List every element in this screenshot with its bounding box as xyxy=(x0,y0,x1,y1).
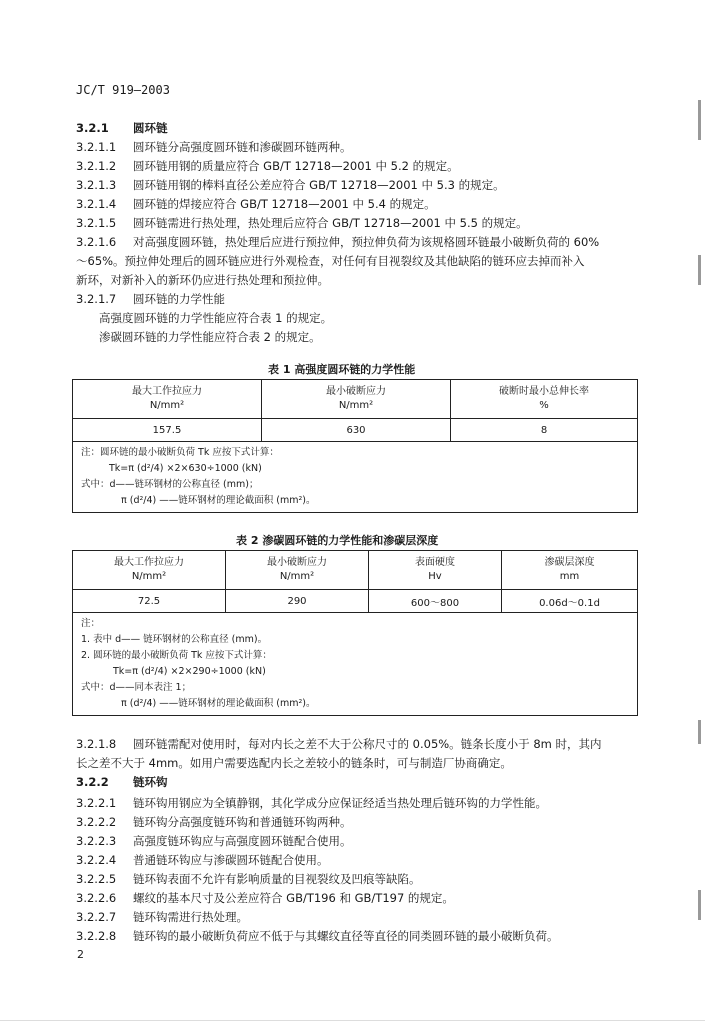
table2 xyxy=(72,550,638,716)
column-name: 最大工作拉应力 xyxy=(114,557,184,568)
clause-text: 圆环链需配对使用时，每对内长之差不大于公称尺寸的 0.05%。链条长度小于 8m 时，其内 xyxy=(133,737,602,751)
clause-number: 3.2.1.8 xyxy=(76,737,117,751)
clause-number: 3.2.2.5 xyxy=(76,872,117,886)
clause xyxy=(76,737,602,752)
clause-text: 链环钩表面不允许有影响质量的目视裂纹及凹痕等缺陷。 xyxy=(133,872,421,886)
column-unit: % xyxy=(539,400,549,411)
clause-text: 圆环链的力学性能 xyxy=(133,292,225,306)
table2-header-cell xyxy=(226,551,369,590)
clause-text: 链环钩需进行热处理。 xyxy=(133,910,248,924)
section-number: 3.2.2 xyxy=(76,775,109,789)
clause-number: 3.2.2.8 xyxy=(76,929,117,943)
formula: Tk=π (d²/4) ×2×290÷1000 (kN) xyxy=(113,666,266,677)
clause xyxy=(76,292,225,307)
clause xyxy=(76,178,505,193)
clause xyxy=(76,891,454,906)
clause-continuation: ～65%。预拉伸处理后的圆环链应进行外观检查，对任何有目视裂纹及其他缺陷的链环应去掉而补入 xyxy=(76,254,585,268)
note-line: 注： xyxy=(81,618,101,629)
table1-header-cell xyxy=(73,380,262,419)
clause-continuation: 新环，对新补入的新环仍应进行热处理和预拉伸。 xyxy=(76,273,329,287)
clause xyxy=(76,216,528,231)
scan-edge-mark xyxy=(698,890,701,920)
table2-caption: 表 2 渗碳圆环链的力学性能和渗碳层深度 xyxy=(236,534,439,547)
note-line: π (d²/4) ——链环钢材的理论截面积 (mm²)。 xyxy=(121,495,316,506)
table1-note xyxy=(73,442,638,513)
clause-number: 3.2.2.7 xyxy=(76,910,117,924)
note-line: 式中：d——链环钢材的公称直径 (mm)； xyxy=(81,479,259,490)
table2-header-cell xyxy=(73,551,226,590)
clause-continuation: 高强度圆环链的力学性能应符合表 1 的规定。 xyxy=(99,311,333,325)
table-cell: 0.06d～0.1d xyxy=(502,590,638,613)
table2-header-cell xyxy=(502,551,638,590)
clause-text: 普通链环钩应与渗碳圆环链配合使用。 xyxy=(133,853,329,867)
clause xyxy=(76,235,599,250)
clause-text: 链环钩用钢应为全镇静钢，其化学成分应保证经适当热处理后链环钩的力学性能。 xyxy=(133,796,547,810)
clause xyxy=(76,853,329,868)
table-cell: 630 xyxy=(262,419,451,442)
note-line: 式中：d——同本表注 1； xyxy=(81,682,192,693)
section-heading xyxy=(76,775,168,790)
note-line: 1. 表中 d—— 链环钢材的公称直径 (mm)。 xyxy=(81,634,268,645)
clause xyxy=(76,140,352,155)
section-title: 链环钩 xyxy=(133,775,168,789)
clause-number: 3.2.1.1 xyxy=(76,140,117,154)
clause-number: 3.2.1.2 xyxy=(76,159,117,173)
note-line: 2. 圆环链的最小破断负荷 Tk 应按下式计算： xyxy=(81,650,272,661)
formula: Tk=π (d²/4) ×2×630÷1000 (kN) xyxy=(109,463,262,474)
clause xyxy=(76,929,559,944)
clause-text: 圆环链用钢的棒料直径公差应符合 GB/T 12718—2001 中 5.3 的规定。 xyxy=(133,178,505,192)
section-heading xyxy=(76,121,168,136)
column-name: 最小破断应力 xyxy=(267,557,327,568)
table-row xyxy=(73,590,638,613)
column-unit: mm xyxy=(559,571,580,582)
clause-continuation: 长之差不大于 4mm。如用户需要选配内长之差较小的链条时，可与制造厂协商确定。 xyxy=(76,756,512,770)
clause-number: 3.2.1.7 xyxy=(76,292,117,306)
clause xyxy=(76,796,547,811)
clause-number: 3.2.2.2 xyxy=(76,815,117,829)
clause-number: 3.2.2.6 xyxy=(76,891,117,905)
clause-number: 3.2.2.4 xyxy=(76,853,117,867)
clause-number: 3.2.2.1 xyxy=(76,796,117,810)
column-unit: N/mm² xyxy=(131,571,167,582)
section-title: 圆环链 xyxy=(133,121,168,135)
column-name: 表面硬度 xyxy=(415,557,455,568)
clause-text: 高强度链环钩应与高强度圆环链配合使用。 xyxy=(133,834,352,848)
column-unit: N/mm² xyxy=(338,400,374,411)
standard-code-header: JC/T 919—2003 xyxy=(76,83,170,97)
section-number: 3.2.1 xyxy=(76,121,109,135)
clause-text: 螺纹的基本尺寸及公差应符合 GB/T196 和 GB/T197 的规定。 xyxy=(133,891,454,905)
scan-edge-mark xyxy=(698,255,701,285)
note-line: 注：圆环链的最小破断负荷 Tk 应按下式计算： xyxy=(81,447,279,458)
column-name: 最大工作拉应力 xyxy=(132,386,202,397)
clause-number: 3.2.1.5 xyxy=(76,216,117,230)
clause xyxy=(76,872,421,887)
scan-edge-mark xyxy=(698,720,701,744)
clause-text: 圆环链分高强度圆环链和渗碳圆环链两种。 xyxy=(133,140,352,154)
column-unit: N/mm² xyxy=(279,571,315,582)
table1 xyxy=(72,379,638,513)
table-cell: 72.5 xyxy=(73,590,226,613)
column-unit: N/mm² xyxy=(149,400,185,411)
table2-note xyxy=(73,613,638,716)
table1-header-cell xyxy=(262,380,451,419)
clause-number: 3.2.1.3 xyxy=(76,178,117,192)
scan-edge-mark xyxy=(698,100,701,140)
table-cell: 290 xyxy=(226,590,369,613)
table-cell: 157.5 xyxy=(73,419,262,442)
clause xyxy=(76,197,436,212)
table-row xyxy=(73,419,638,442)
note-line: π (d²/4) ——链环钢材的理论截面积 (mm²)。 xyxy=(121,698,316,709)
clause xyxy=(76,834,352,849)
table2-header-cell xyxy=(369,551,502,590)
clause-continuation: 渗碳圆环链的力学性能应符合表 2 的规定。 xyxy=(99,330,321,344)
column-name: 最小破断应力 xyxy=(326,386,386,397)
column-name: 破断时最小总伸长率 xyxy=(499,386,589,397)
clause-number: 3.2.2.3 xyxy=(76,834,117,848)
clause-text: 圆环链需进行热处理，热处理后应符合 GB/T 12718—2001 中 5.5 的规定。 xyxy=(133,216,528,230)
clause-text: 圆环链的焊接应符合 GB/T 12718—2001 中 5.4 的规定。 xyxy=(133,197,436,211)
clause-text: 链环钩分高强度链环钩和普通链环钩两种。 xyxy=(133,815,352,829)
clause xyxy=(76,910,248,925)
table-cell: 600～800 xyxy=(369,590,502,613)
clause-text: 对高强度圆环链，热处理后应进行预拉伸，预拉伸负荷为该规格圆环链最小破断负荷的 60% xyxy=(133,235,600,249)
table1-caption: 表 1 高强度圆环链的力学性能 xyxy=(268,363,416,376)
column-unit: Hv xyxy=(428,571,442,582)
column-name: 渗碳层深度 xyxy=(544,557,595,568)
clause-number: 3.2.1.4 xyxy=(76,197,117,211)
page-number: 2 xyxy=(77,948,84,961)
clause-text: 圆环链用钢的质量应符合 GB/T 12718—2001 中 5.2 的规定。 xyxy=(133,159,459,173)
table-cell: 8 xyxy=(451,419,638,442)
scan-bottom-line xyxy=(0,1020,705,1021)
table1-header-cell xyxy=(451,380,638,419)
clause xyxy=(76,815,352,830)
clause xyxy=(76,159,459,174)
clause-number: 3.2.1.6 xyxy=(76,235,117,249)
clause-text: 链环钩的最小破断负荷应不低于与其螺纹直径等直径的同类圆环链的最小破断负荷。 xyxy=(133,929,559,943)
